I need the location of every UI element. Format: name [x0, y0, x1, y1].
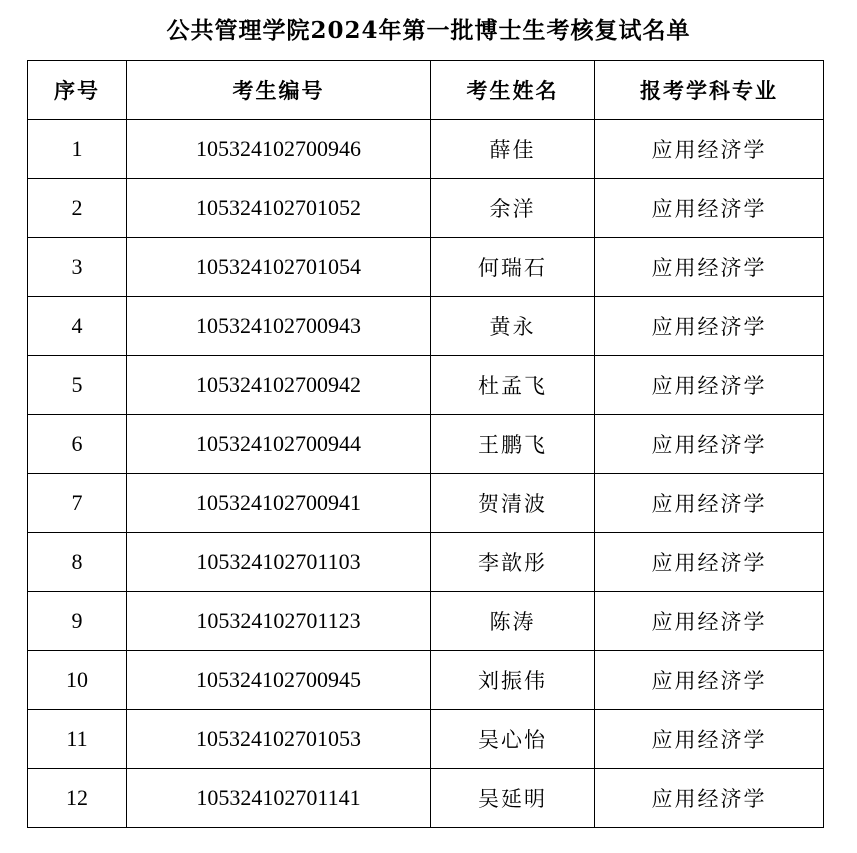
cell-exam-id: 105324102700946	[127, 120, 431, 179]
cell-exam-id: 105324102701052	[127, 179, 431, 238]
cell-index: 8	[28, 533, 127, 592]
cell-index: 4	[28, 297, 127, 356]
cell-exam-id: 105324102701103	[127, 533, 431, 592]
cell-major: 应用经济学	[595, 297, 824, 356]
cell-index: 2	[28, 179, 127, 238]
table-row	[28, 179, 824, 238]
cell-major: 应用经济学	[595, 415, 824, 474]
cell-exam-id: 105324102700945	[127, 651, 431, 710]
cell-name: 刘振伟	[431, 651, 595, 710]
cell-name: 吴心怡	[431, 710, 595, 769]
cell-name: 王鹏飞	[431, 415, 595, 474]
cell-name: 李歆彤	[431, 533, 595, 592]
cell-major: 应用经济学	[595, 651, 824, 710]
cell-exam-id: 105324102701053	[127, 710, 431, 769]
cell-exam-id: 105324102700943	[127, 297, 431, 356]
table-row	[28, 356, 824, 415]
table-body	[28, 120, 824, 828]
header-index: 序号	[28, 61, 127, 120]
table-row	[28, 651, 824, 710]
cell-major: 应用经济学	[595, 120, 824, 179]
cell-name: 余洋	[431, 179, 595, 238]
cell-major: 应用经济学	[595, 592, 824, 651]
table-row	[28, 120, 824, 179]
cell-index: 6	[28, 415, 127, 474]
cell-major: 应用经济学	[595, 179, 824, 238]
table-row	[28, 710, 824, 769]
table-row	[28, 592, 824, 651]
cell-name: 薛佳	[431, 120, 595, 179]
cell-name: 杜孟飞	[431, 356, 595, 415]
cell-index: 11	[28, 710, 127, 769]
table-row	[28, 238, 824, 297]
cell-major: 应用经济学	[595, 769, 824, 828]
cell-major: 应用经济学	[595, 710, 824, 769]
cell-index: 7	[28, 474, 127, 533]
document-title: 公共管理学院2024年第一批博士生考核复试名单	[166, 17, 691, 44]
cell-name: 贺清波	[431, 474, 595, 533]
table-row	[28, 533, 824, 592]
cell-index: 3	[28, 238, 127, 297]
table-row	[28, 769, 824, 828]
cell-name: 陈涛	[431, 592, 595, 651]
cell-exam-id: 105324102701141	[127, 769, 431, 828]
cell-index: 9	[28, 592, 127, 651]
cell-name: 吴延明	[431, 769, 595, 828]
table-row	[28, 297, 824, 356]
cell-major: 应用经济学	[595, 238, 824, 297]
table-header-row	[28, 61, 824, 120]
cell-major: 应用经济学	[595, 356, 824, 415]
header-major: 报考学科专业	[595, 61, 824, 120]
cell-index: 5	[28, 356, 127, 415]
cell-major: 应用经济学	[595, 533, 824, 592]
cell-exam-id: 105324102700944	[127, 415, 431, 474]
cell-exam-id: 105324102700942	[127, 356, 431, 415]
table-row	[28, 474, 824, 533]
cell-index: 10	[28, 651, 127, 710]
cell-major: 应用经济学	[595, 474, 824, 533]
header-exam-id: 考生编号	[127, 61, 431, 120]
cell-exam-id: 105324102701054	[127, 238, 431, 297]
cell-index: 12	[28, 769, 127, 828]
cell-name: 黄永	[431, 297, 595, 356]
cell-exam-id: 105324102701123	[127, 592, 431, 651]
cell-exam-id: 105324102700941	[127, 474, 431, 533]
candidate-table	[27, 60, 824, 828]
header-name: 考生姓名	[431, 61, 595, 120]
cell-index: 1	[28, 120, 127, 179]
table-row	[28, 415, 824, 474]
cell-name: 何瑞石	[431, 238, 595, 297]
